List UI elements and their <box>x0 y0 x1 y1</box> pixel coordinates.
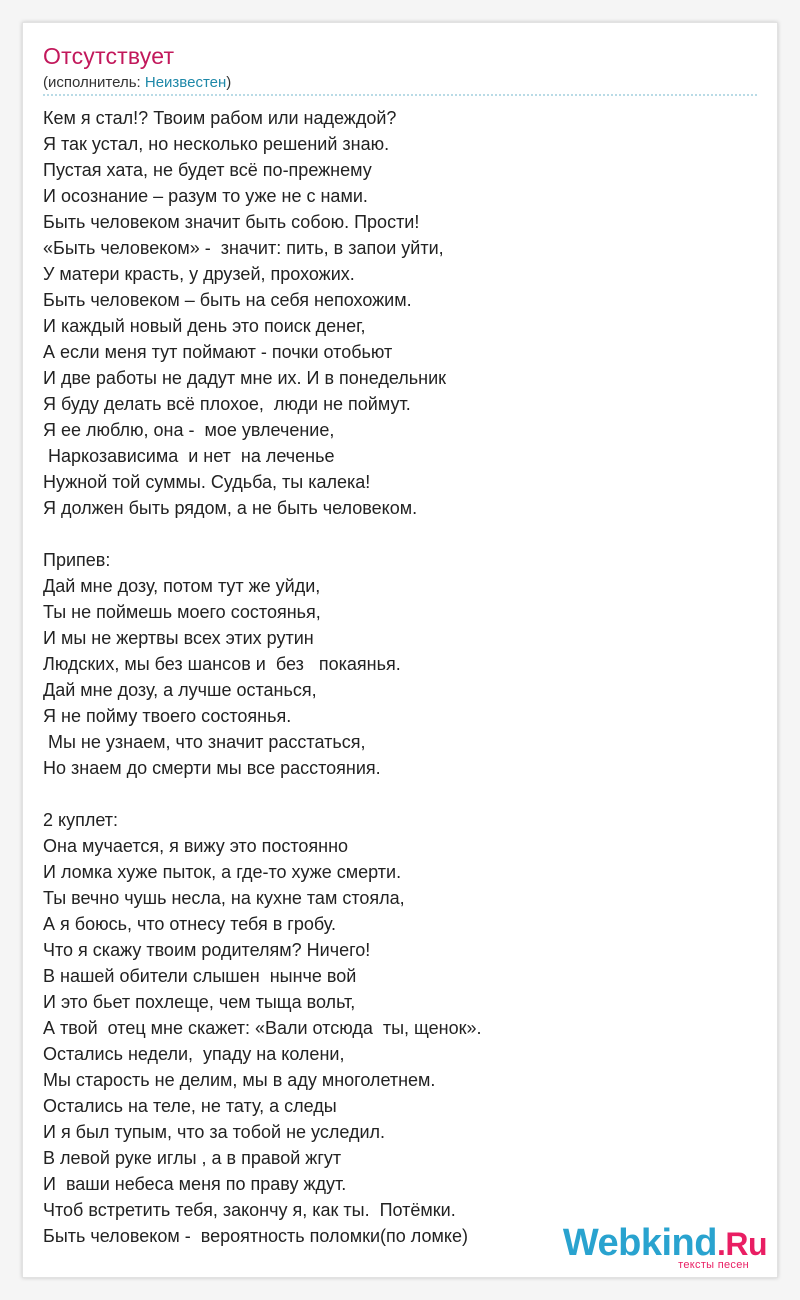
lyric-line: Быть человеком – быть на себя непохожим. <box>43 290 412 310</box>
lyric-line: Припев: <box>43 550 111 570</box>
lyric-line: Дай мне дозу, потом тут же уйди, <box>43 576 321 596</box>
lyric-line: А я боюсь, что отнесу тебя в гробу. <box>43 914 336 934</box>
lyric-line: Я так устал, но несколько решений знаю. <box>43 134 390 154</box>
lyric-line: Быть человеком значит быть собою. Прости! <box>43 212 420 232</box>
lyric-line: У матери красть, у друзей, прохожих. <box>43 264 355 284</box>
lyric-line: И мы не жертвы всех этих рутин <box>43 628 314 648</box>
lyrics-card <box>22 22 778 1278</box>
lyric-line: И ломка хуже пыток, а где-то хуже смерти. <box>43 862 402 882</box>
artist-line <box>43 74 231 91</box>
lyric-line: А твой отец мне скажет: «Вали отсюда ты, щенок». <box>43 1018 482 1038</box>
song-title: Отсутствует <box>43 43 175 69</box>
lyric-blank-line <box>43 521 763 547</box>
lyric-line: Я буду делать всё плохое, люди не поймут. <box>43 394 411 414</box>
lyric-line: И я был тупым, что за тобой не уследил. <box>43 1122 385 1142</box>
lyric-line: Дай мне дозу, а лучше останься, <box>43 680 317 700</box>
lyric-line: Наркозависима и нет на леченье <box>43 446 335 466</box>
lyric-line: Я не пойму твоего состоянья. <box>43 706 292 726</box>
lyric-line: Остались на теле, не тату, а следы <box>43 1096 337 1116</box>
lyric-line: 2 куплет: <box>43 810 118 830</box>
lyric-line: В левой руке иглы , а в правой жгут <box>43 1148 342 1168</box>
lyric-line: Нужной той суммы. Судьба, ты калека! <box>43 472 371 492</box>
artist-suffix: ) <box>226 74 232 91</box>
lyric-line: Мы старость не делим, мы в аду многолетнем. <box>43 1070 436 1090</box>
lyric-line: Но знаем до смерти мы все расстояния. <box>43 758 381 778</box>
logo-tagline: тексты песен <box>678 1259 749 1271</box>
logo-web-text: Webkind <box>562 1222 717 1264</box>
lyric-line: Ты вечно чушь несла, на кухне там стояла, <box>43 888 405 908</box>
lyric-line: Пустая хата, не будет всё по-прежнему <box>43 160 372 180</box>
lyric-blank-line <box>43 781 763 807</box>
lyric-line: Чтоб встретить тебя, закончу я, как ты. Потёмки. <box>43 1200 456 1220</box>
lyric-line: Она мучается, я вижу это постоянно <box>43 836 349 856</box>
lyric-line: Что я скажу твоим родителям? Ничего! <box>43 940 371 960</box>
lyric-line: И ваши небеса меня по праву ждут. <box>43 1174 347 1194</box>
lyric-line: Людских, мы без шансов и без покаянья. <box>43 654 401 674</box>
lyric-line: Быть человеком - вероятность поломки(по ломке) <box>43 1226 468 1246</box>
artist-link[interactable]: Неизвестен <box>144 74 227 91</box>
lyric-line: А если меня тут поймают - почки отобьют <box>43 342 393 362</box>
lyric-line: Кем я стал!? Твоим рабом или надеждой? <box>43 108 397 128</box>
lyric-line: Я ее люблю, она - мое увлечение, <box>43 420 335 440</box>
lyric-line: И каждый новый день это поиск денег, <box>43 316 366 336</box>
lyric-line: Ты не поймешь моего состоянья, <box>43 602 321 622</box>
lyric-line: И это бьет похлеще, чем тыща вольт, <box>43 992 356 1012</box>
webkind-logo[interactable] <box>563 1224 767 1271</box>
lyric-line: Остались недели, упаду на колени, <box>43 1044 345 1064</box>
artist-prefix: (исполнитель: <box>43 74 145 91</box>
lyric-line: И осознание – разум то уже не с нами. <box>43 186 368 206</box>
title-divider <box>43 94 757 96</box>
lyric-line: «Быть человеком» - значит: пить, в запои уйти, <box>43 238 444 258</box>
lyric-line: В нашей обители слышен нынче вой <box>43 966 357 986</box>
logo-ru-text: .Ru <box>716 1226 767 1262</box>
lyric-line: Я должен быть рядом, а не быть человеком. <box>43 498 418 518</box>
lyric-line: И две работы не дадут мне их. И в понедельник <box>43 368 447 388</box>
lyric-line: Мы не узнаем, что значит расстаться, <box>43 732 366 752</box>
lyrics-text <box>43 105 763 1249</box>
